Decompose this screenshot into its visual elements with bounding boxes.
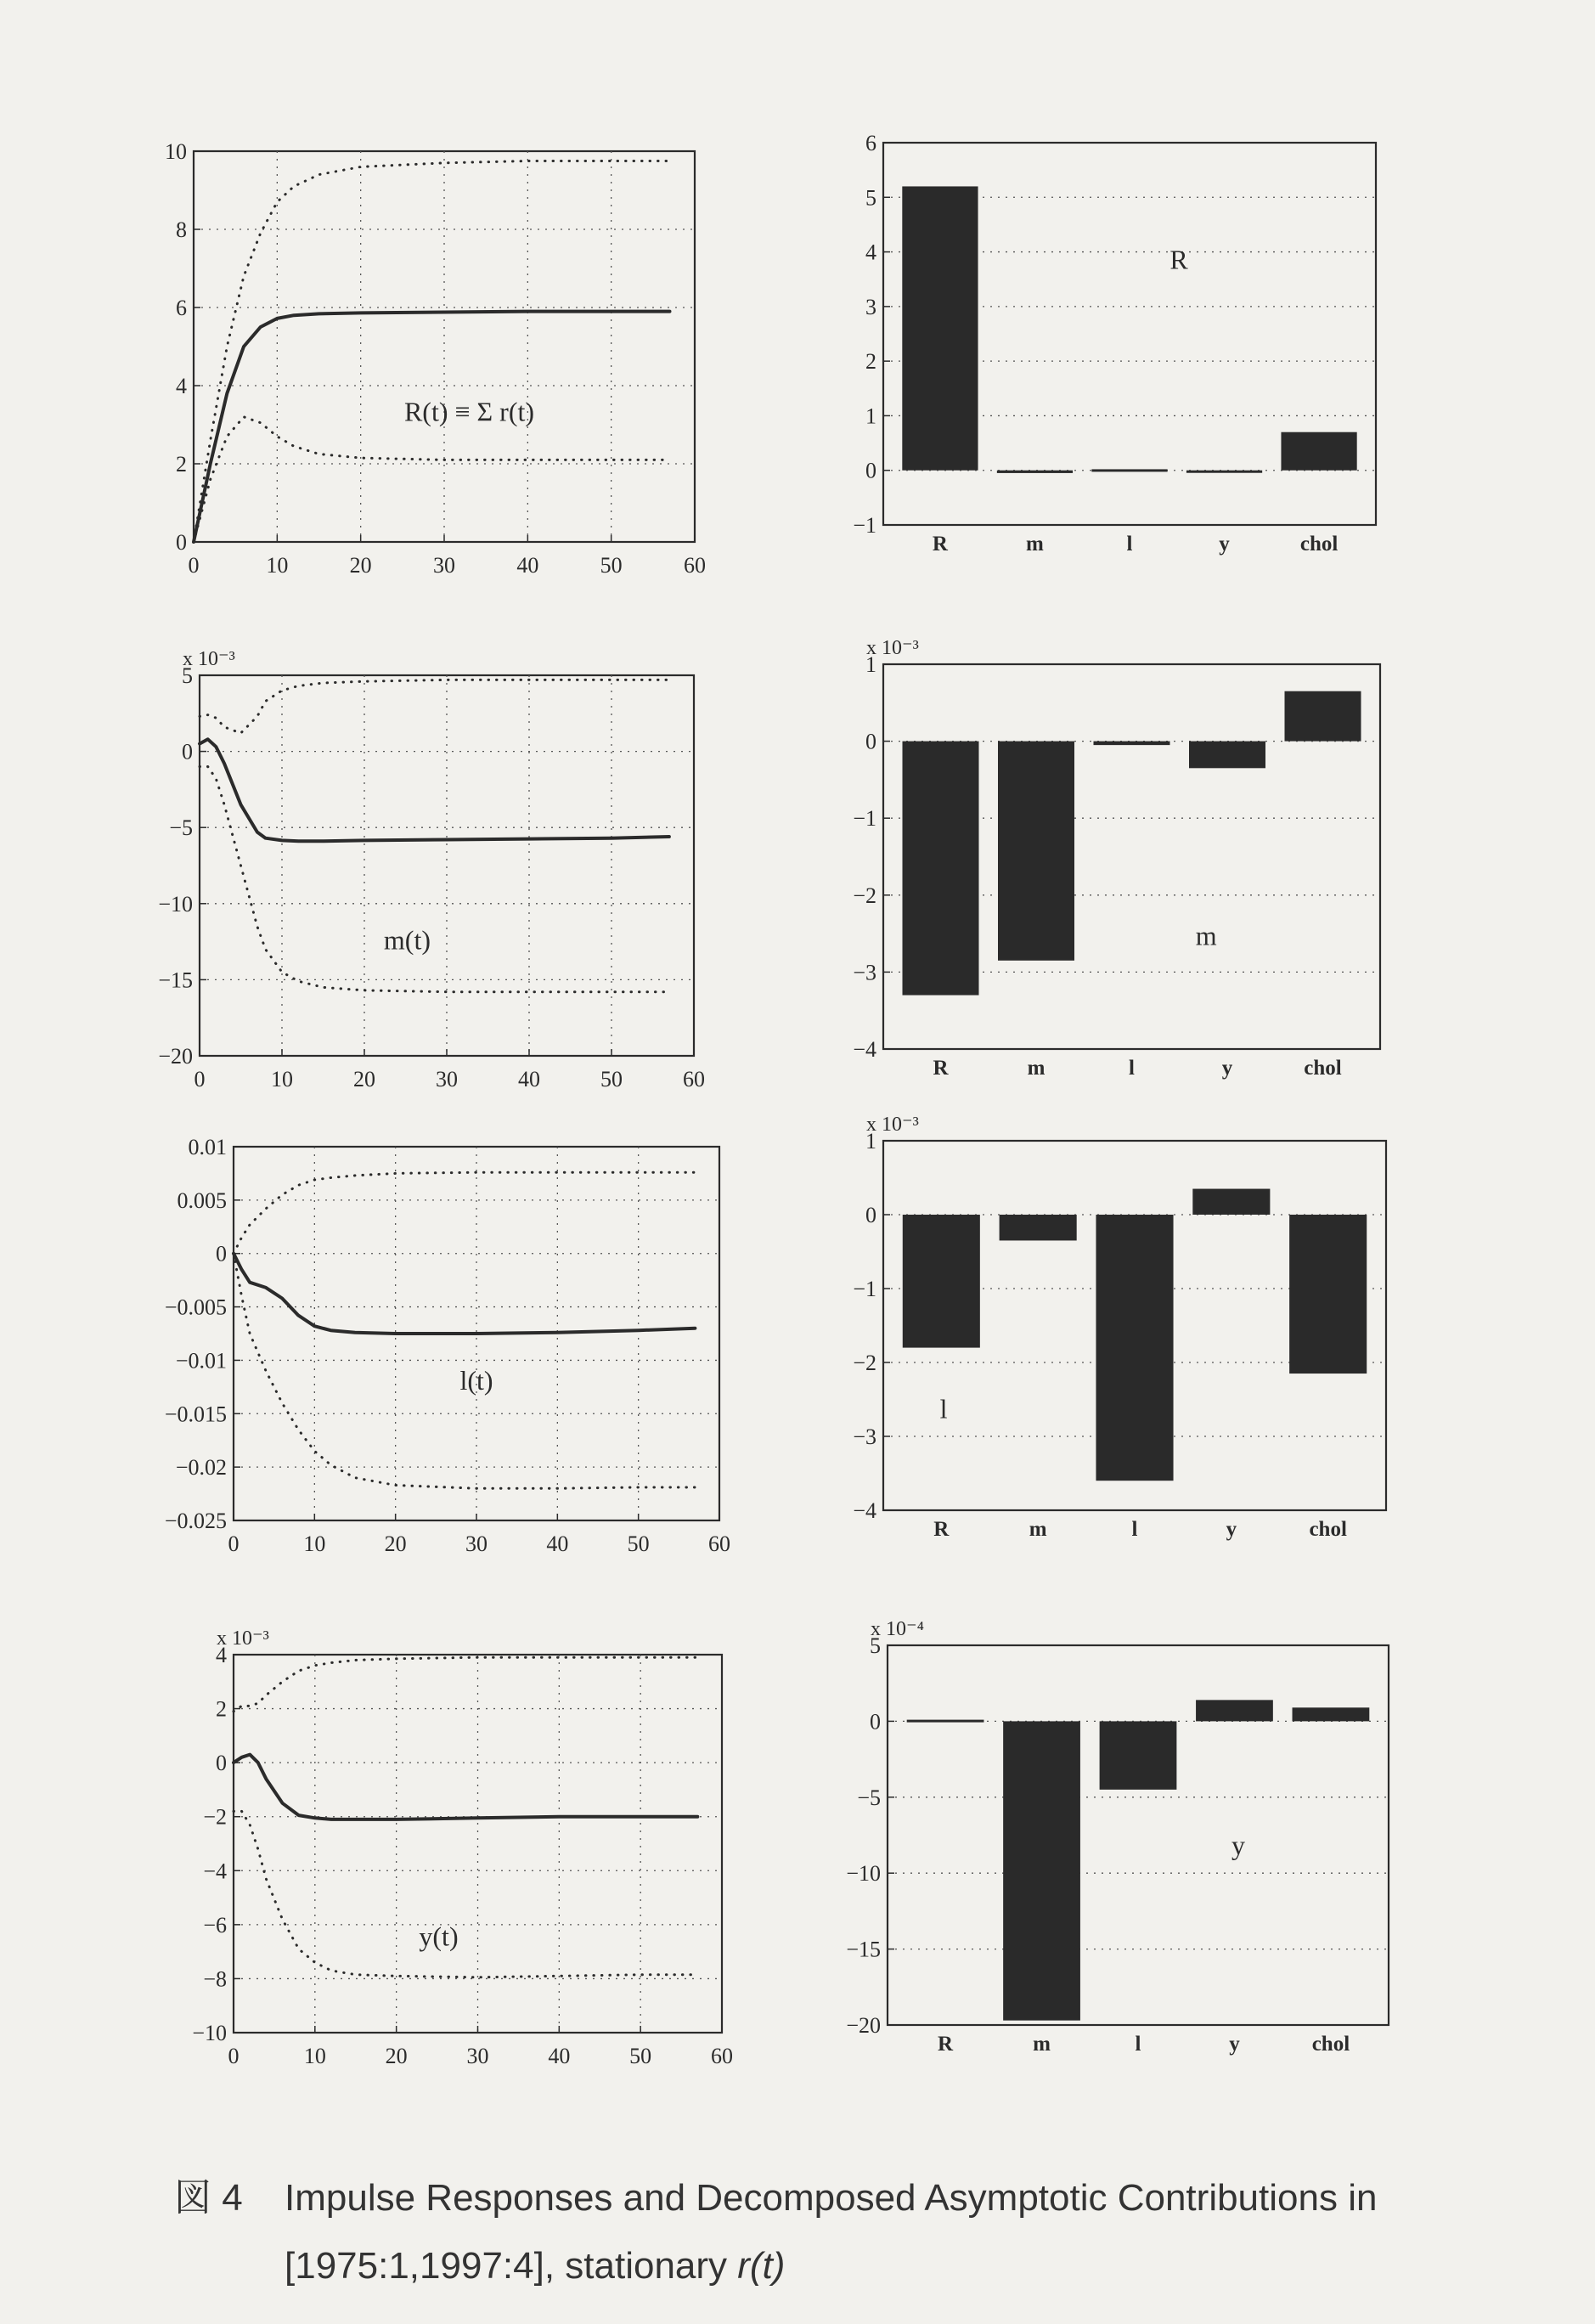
series-line-bound-2 xyxy=(194,417,670,542)
y-tick-label: −3 xyxy=(853,1424,876,1449)
chart-m-impulse xyxy=(158,648,705,1091)
bar-R xyxy=(907,1720,984,1723)
x-tick-label: 0 xyxy=(188,553,200,578)
y-tick-label: −0.025 xyxy=(164,1509,227,1533)
x-category-label: chol xyxy=(1311,2033,1350,2056)
y-tick-label: 5 xyxy=(870,1633,881,1658)
y-tick-label: 0 xyxy=(865,729,876,754)
series-line-response xyxy=(200,739,669,841)
y-tick-label: 0.005 xyxy=(177,1187,227,1213)
y-tick-label: −20 xyxy=(158,1044,193,1069)
y-tick-label: −0.015 xyxy=(164,1402,227,1427)
y-tick-label: 0 xyxy=(865,1203,876,1227)
chart-l-impulse xyxy=(165,1135,730,1556)
x-category-label: R xyxy=(938,2033,954,2056)
y-tick-label: 2 xyxy=(865,349,876,375)
y-tick-label: 6 xyxy=(176,296,187,320)
x-tick-label: 10 xyxy=(303,1531,326,1556)
series-line-bound-1 xyxy=(234,1657,697,1712)
series-label: R(t) ≡ Σ r(t) xyxy=(403,396,535,427)
x-category-label: m xyxy=(1029,1518,1047,1541)
x-category-label: l xyxy=(1126,533,1133,556)
y-tick-label: 1 xyxy=(865,1129,876,1154)
series-line-bound-1 xyxy=(234,1172,695,1254)
y-tick-label: −4 xyxy=(203,1859,227,1884)
bar-chol xyxy=(1293,1707,1370,1721)
x-category-label: y xyxy=(1219,533,1230,556)
y-tick-label: −1 xyxy=(853,1277,876,1301)
x-tick-label: 40 xyxy=(548,2044,571,2068)
x-category-label: l xyxy=(1135,2033,1141,2056)
bar-y xyxy=(1189,742,1265,769)
x-tick-label: 40 xyxy=(518,1067,540,1091)
y-tick-label: −2 xyxy=(853,1351,876,1375)
chart-m-contrib xyxy=(853,637,1380,1080)
bar-y xyxy=(1196,1700,1273,1721)
caption-line-2-italic: r(t) xyxy=(737,2245,786,2287)
plot-frame xyxy=(888,1645,1389,2025)
x-tick-label: 20 xyxy=(353,1067,375,1091)
y-tick-label: 6 xyxy=(865,131,876,155)
x-tick-label: 30 xyxy=(466,2044,489,2068)
series-label: m(t) xyxy=(383,924,431,956)
series-line-bound-1 xyxy=(200,680,669,733)
bar-l xyxy=(1100,1721,1177,1789)
x-category-label: R xyxy=(933,1518,950,1541)
bar-chol xyxy=(1281,432,1356,471)
x-tick-label: 30 xyxy=(433,553,455,578)
chart-l-contrib xyxy=(853,1114,1386,1541)
y-tick-label: 4 xyxy=(216,1643,227,1667)
y-tick-label: 1 xyxy=(865,403,876,429)
y-tick-label: 0 xyxy=(870,1709,881,1735)
y-tick-label: 0 xyxy=(176,530,187,555)
x-tick-label: 20 xyxy=(349,553,372,578)
x-category-label: y xyxy=(1221,1057,1233,1080)
bar-m xyxy=(998,742,1074,961)
bar-l xyxy=(1096,1215,1173,1481)
y-tick-label: −0.005 xyxy=(164,1295,227,1320)
caption-line-1: Impulse Responses and Decomposed Asymptotic Contributions in xyxy=(285,2177,1378,2219)
x-tick-label: 20 xyxy=(385,2044,408,2068)
x-category-label: R xyxy=(933,1057,949,1080)
y-tick-label: 2 xyxy=(216,1696,227,1722)
x-tick-label: 0 xyxy=(194,1067,206,1091)
x-tick-label: 60 xyxy=(684,553,706,578)
x-tick-label: 0 xyxy=(228,1531,240,1556)
caption-line-2-prefix: [1975:1,1997:4], stationary xyxy=(285,2245,738,2287)
bar-y xyxy=(1186,471,1262,473)
series-label: l(t) xyxy=(459,1365,493,1396)
x-category-label: l xyxy=(1131,1518,1138,1541)
x-tick-label: 40 xyxy=(546,1531,569,1556)
caption-figure-number: 図 4 xyxy=(174,2177,243,2219)
series-line-bound-2 xyxy=(200,767,669,992)
y-tick-label: −1 xyxy=(853,806,876,832)
x-tick-label: 30 xyxy=(436,1067,458,1091)
x-tick-label: 10 xyxy=(271,1067,293,1091)
y-tick-label: −8 xyxy=(203,1966,227,1992)
bar-chol xyxy=(1289,1215,1367,1374)
y-tick-label: −2 xyxy=(203,1804,227,1830)
bar-y xyxy=(1192,1189,1270,1215)
x-tick-label: 50 xyxy=(629,2044,652,2068)
figure-caption xyxy=(174,2164,1499,2300)
x-category-label: y xyxy=(1226,1518,1237,1541)
series-label: m xyxy=(1195,920,1217,951)
y-tick-label: −6 xyxy=(203,1912,227,1938)
axis-scale-label: x 10⁻³ xyxy=(866,637,919,659)
axis-scale-label: x 10⁻³ xyxy=(183,648,235,670)
y-tick-label: 4 xyxy=(176,374,187,398)
x-category-label: chol xyxy=(1304,1057,1342,1080)
chart-y-impulse xyxy=(192,1627,733,2068)
x-category-label: R xyxy=(932,533,948,556)
axis-scale-label: x 10⁻³ xyxy=(866,1114,919,1136)
series-label: R xyxy=(1169,244,1188,275)
bar-chol xyxy=(1285,691,1361,742)
series-label: y xyxy=(1231,1829,1245,1860)
y-tick-label: −2 xyxy=(853,883,876,908)
y-tick-label: −10 xyxy=(158,891,193,917)
y-tick-label: −1 xyxy=(853,513,876,538)
series-line-bound-2 xyxy=(234,1811,697,1977)
series-label: l xyxy=(939,1393,948,1424)
y-tick-label: −4 xyxy=(853,1037,876,1062)
y-tick-label: −0.01 xyxy=(175,1348,227,1374)
x-tick-label: 60 xyxy=(711,2044,733,2068)
chart-R-impulse xyxy=(165,139,706,578)
x-tick-label: 30 xyxy=(465,1531,488,1556)
y-tick-label: 0 xyxy=(182,739,193,764)
y-tick-label: 1 xyxy=(865,652,876,677)
x-category-label: y xyxy=(1229,2033,1240,2056)
x-category-label: m xyxy=(1026,533,1044,556)
x-tick-label: 50 xyxy=(600,553,623,578)
series-line-response xyxy=(234,1755,697,1819)
y-tick-label: 5 xyxy=(182,663,193,688)
bar-m xyxy=(1000,1215,1077,1240)
x-category-label: l xyxy=(1129,1057,1135,1080)
y-tick-label: 4 xyxy=(865,240,876,265)
x-tick-label: 60 xyxy=(683,1067,705,1091)
axis-scale-label: x 10⁻³ xyxy=(217,1627,269,1650)
x-tick-label: 0 xyxy=(228,2044,240,2068)
y-tick-label: −3 xyxy=(853,960,876,985)
x-category-label: m xyxy=(1027,1057,1045,1080)
x-tick-label: 40 xyxy=(516,553,539,578)
x-category-label: m xyxy=(1033,2033,1051,2056)
x-tick-label: 10 xyxy=(266,553,289,578)
x-tick-label: 20 xyxy=(384,1531,407,1556)
bar-m xyxy=(1003,1721,1080,2020)
y-tick-label: 8 xyxy=(176,217,187,242)
y-tick-label: −0.02 xyxy=(175,1455,227,1481)
y-tick-label: −5 xyxy=(857,1785,881,1810)
bar-l xyxy=(1094,742,1170,746)
y-tick-label: 0 xyxy=(216,1241,227,1266)
bar-m xyxy=(997,471,1073,473)
caption-line-2 xyxy=(174,2232,1499,2300)
series-line-bound-1 xyxy=(194,161,670,543)
y-tick-label: −15 xyxy=(158,967,193,993)
series-label: y(t) xyxy=(419,1921,459,1952)
y-tick-label: 10 xyxy=(165,139,187,164)
x-tick-label: 50 xyxy=(627,1531,650,1556)
bar-l xyxy=(1091,469,1167,471)
bar-R xyxy=(903,742,979,996)
chart-R-contrib xyxy=(853,131,1376,556)
bar-R xyxy=(903,1215,980,1348)
y-tick-label: 3 xyxy=(865,294,876,319)
y-tick-label: 0.01 xyxy=(188,1135,227,1159)
bar-R xyxy=(902,186,978,470)
y-tick-label: −10 xyxy=(846,1861,881,1887)
y-tick-label: 5 xyxy=(865,185,876,211)
chart-y-contrib xyxy=(846,1618,1389,2056)
x-tick-label: 10 xyxy=(303,2044,326,2068)
y-tick-label: 0 xyxy=(216,1751,227,1776)
x-category-label: chol xyxy=(1309,1518,1347,1541)
x-category-label: chol xyxy=(1299,533,1339,556)
y-tick-label: −20 xyxy=(846,2013,881,2038)
x-tick-label: 50 xyxy=(600,1067,623,1091)
plot-frame xyxy=(200,675,694,1056)
y-tick-label: 2 xyxy=(176,452,187,477)
y-tick-label: −10 xyxy=(192,2021,227,2045)
axis-scale-label: x 10⁻⁴ xyxy=(871,1618,925,1640)
y-tick-label: −15 xyxy=(846,1937,881,1962)
y-tick-label: −4 xyxy=(853,1498,876,1523)
plot-frame xyxy=(194,151,695,542)
y-tick-label: −5 xyxy=(169,815,193,841)
y-tick-label: 0 xyxy=(865,458,876,483)
series-line-response xyxy=(234,1254,695,1334)
x-tick-label: 60 xyxy=(708,1531,730,1556)
